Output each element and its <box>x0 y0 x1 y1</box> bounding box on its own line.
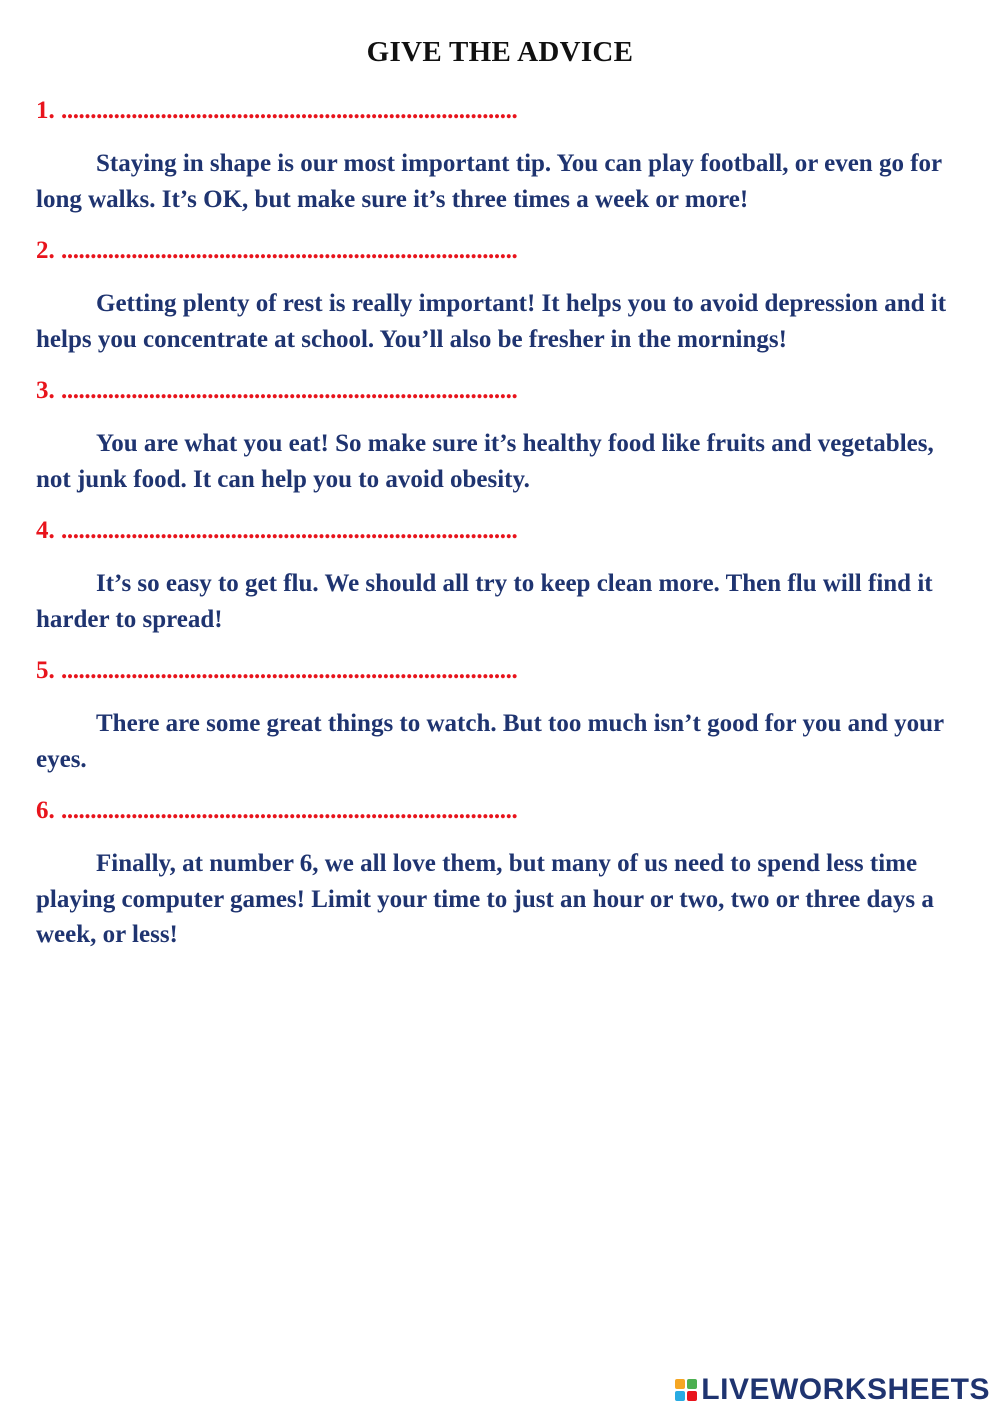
liveworksheets-logo[interactable] <box>675 1375 990 1405</box>
advice-paragraph-3: You are what you eat! So make sure it’s healthy food like fruits and vegetables, not junk food. It can help you to avoid obesity. <box>36 430 934 493</box>
advice-paragraph-2: Getting plenty of rest is really important! It helps you to avoid depression and it helps you concentrate at school. You’ll also be fresher in the mornings! <box>36 290 947 353</box>
item-number: 2. <box>36 237 55 264</box>
answer-blank-1[interactable] <box>36 96 616 126</box>
blank-dots: .............................................................................. <box>61 657 518 684</box>
answer-blank-6[interactable] <box>36 796 616 826</box>
blank-dots: .............................................................................. <box>61 377 518 404</box>
advice-paragraph-4: It’s so easy to get flu. We should all try to keep clean more. Then flu will find it harder to spread! <box>36 570 933 633</box>
item-number: 1. <box>36 97 55 124</box>
answer-blank-3[interactable] <box>36 376 616 406</box>
advice-item-5 <box>36 656 966 777</box>
item-number: 5. <box>36 657 55 684</box>
advice-item-1 <box>36 96 966 217</box>
advice-item-4 <box>36 516 966 637</box>
advice-item-3 <box>36 376 966 497</box>
blank-dots: .............................................................................. <box>61 237 518 264</box>
logo-mark-icon <box>675 1379 697 1401</box>
blank-dots: .............................................................................. <box>61 97 518 124</box>
item-number: 6. <box>36 797 55 824</box>
advice-paragraph-1: Staying in shape is our most important tip. You can play football, or even go for long walks. It’s OK, but make sure it’s three times a week or more! <box>36 150 942 213</box>
advice-item-2 <box>36 236 966 357</box>
blank-dots: .............................................................................. <box>61 797 518 824</box>
answer-blank-2[interactable] <box>36 236 616 266</box>
blank-dots: .............................................................................. <box>61 517 518 544</box>
item-number: 4. <box>36 517 55 544</box>
page-title: GIVE THE ADVICE <box>366 36 634 68</box>
item-number: 3. <box>36 377 55 404</box>
answer-blank-4[interactable] <box>36 516 616 546</box>
advice-paragraph-5: There are some great things to watch. But too much isn’t good for you and your eyes. <box>36 710 944 773</box>
answer-blank-5[interactable] <box>36 656 616 686</box>
advice-paragraph-6: Finally, at number 6, we all love them, but many of us need to spend less time playing computer games! Limit your time to just an hour or two, two or three days a week, or less! <box>36 850 934 948</box>
advice-item-6 <box>36 796 966 953</box>
logo-text: LIVEWORKSHEETS <box>701 1373 990 1406</box>
